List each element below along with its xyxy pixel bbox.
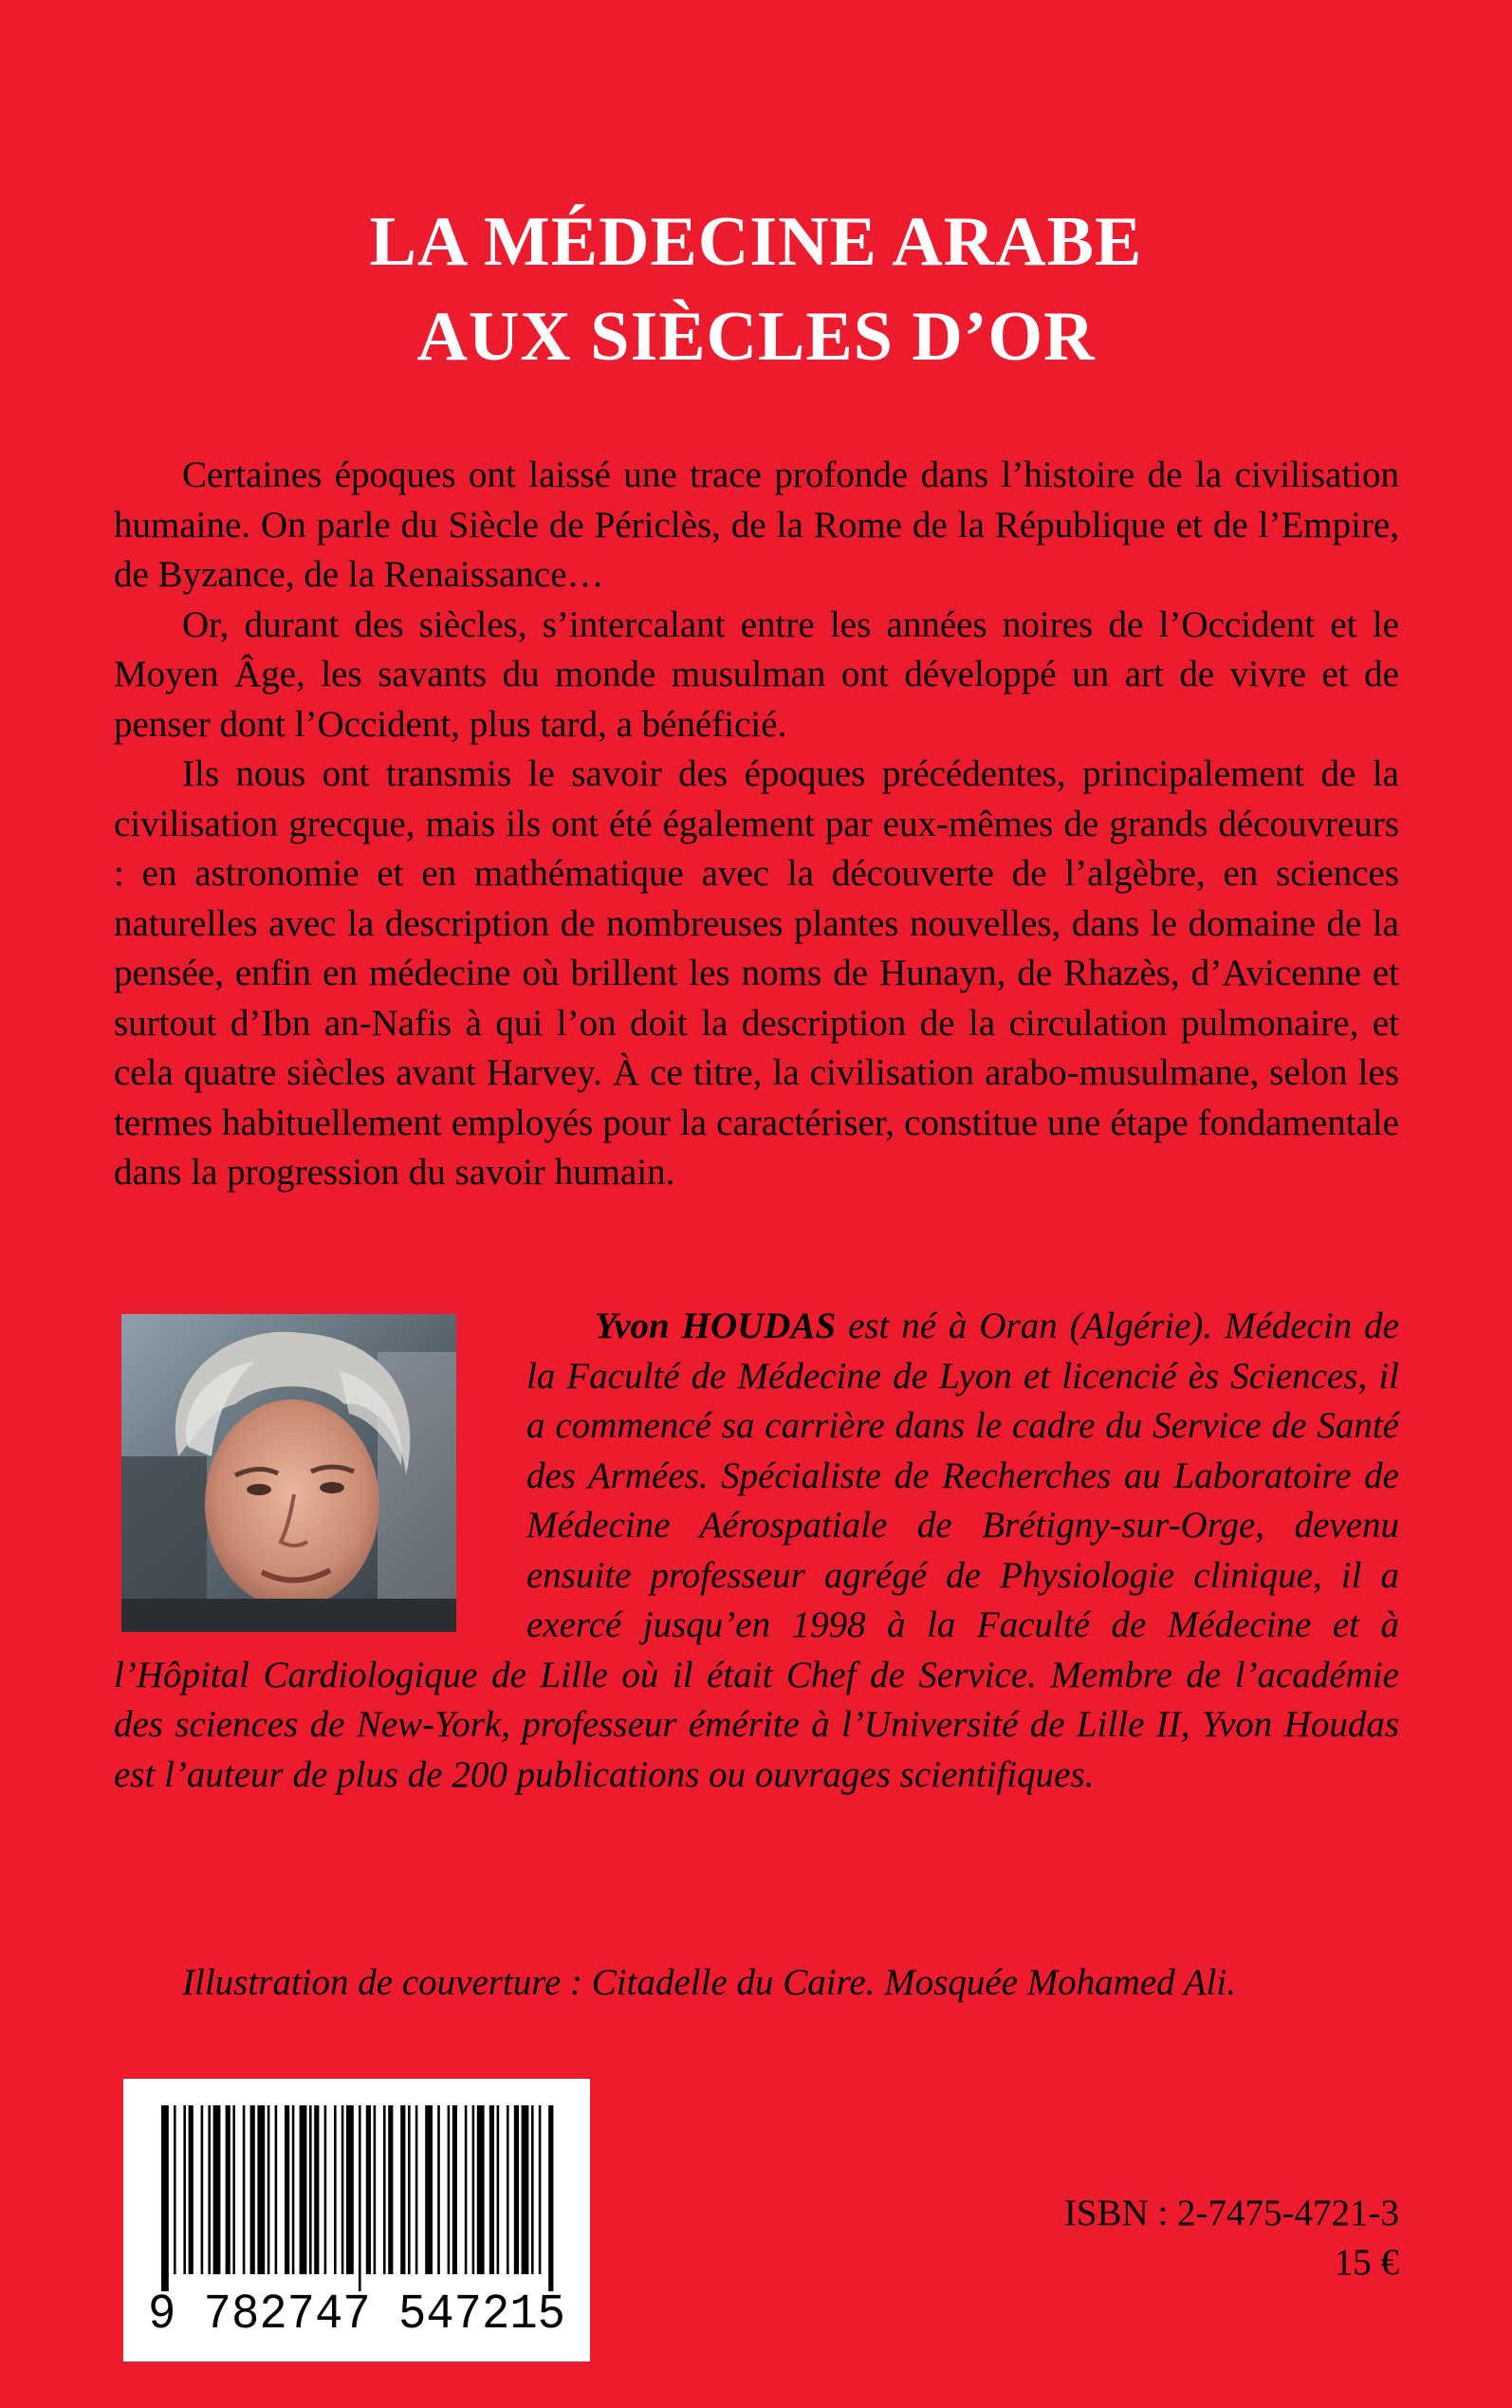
barcode-bar xyxy=(465,2105,468,2274)
barcode-bar xyxy=(309,2105,312,2274)
barcode-bar xyxy=(408,2105,411,2274)
barcode-bar xyxy=(226,2105,230,2274)
barcode-bar xyxy=(267,2105,270,2274)
barcode-bar xyxy=(472,2105,475,2274)
title-line-1: LA MÉDECINE ARABE xyxy=(369,203,1143,281)
photo-spacer xyxy=(114,1302,526,1645)
author-biography xyxy=(114,1302,1399,1800)
illustration-credit: Illustration de couverture : Citadelle du Caire. Mosquée Mohamed Ali. xyxy=(182,1962,1236,2003)
barcode-bar xyxy=(489,2105,494,2274)
barcode-bar xyxy=(452,2105,457,2274)
barcode-bar xyxy=(514,2105,519,2274)
book-title xyxy=(0,194,1512,384)
barcode-bar xyxy=(341,2105,344,2274)
barcode-bar xyxy=(531,2105,534,2274)
barcode-bar xyxy=(415,2105,418,2274)
barcode-bar xyxy=(477,2105,485,2274)
barcode-bar xyxy=(334,2105,337,2274)
barcode-bar xyxy=(174,2105,176,2274)
barcode-bar xyxy=(292,2105,295,2274)
barcode-bar xyxy=(548,2105,553,2291)
barcode-bar xyxy=(183,2105,186,2274)
barcode-bar xyxy=(507,2105,509,2274)
summary-paragraph-3: Ils nous ont transmis le savoir des époques précédentes, principalement de la civilisation grecque, mais ils ont été également par eux-mêmes de grands découvreurs : en astronomie et en mathématique avec la découverte de l’algèbre, en sciences naturelles avec la description de nombreuses plantes nouvelles, dans le domaine de la pensée, enfin en médecine où brillent les noms de Hunayn, de Rhazès, d’Avicenne et surtout d’Ibn an-Nafis à qui l’on doit la description de la circulation pulmonaire, et cela quatre siècles avant Harvey. À ce titre, la civilisation arabo-musulmane, selon les termes habituellement employés pour la caractériser, constitue une étape fondamentale dans la progression du savoir humain. xyxy=(114,753,1399,1193)
barcode-bar xyxy=(250,2105,255,2274)
barcode-bar xyxy=(213,2105,221,2274)
barcode-bar xyxy=(275,2105,278,2274)
barcode-bar xyxy=(189,2105,194,2274)
barcode-bar xyxy=(346,2105,354,2274)
barcode-bar xyxy=(425,2105,433,2274)
barcode-bar xyxy=(161,2105,169,2291)
barcode-bar xyxy=(201,2105,204,2274)
barcode-bar xyxy=(359,2105,361,2291)
author-name: Yvon HOUDAS xyxy=(595,1306,837,1346)
barcode-bar xyxy=(257,2105,265,2274)
barcode-bar xyxy=(243,2105,246,2274)
barcode-bar xyxy=(374,2105,377,2274)
barcode-bar xyxy=(448,2105,451,2274)
barcode-bar xyxy=(388,2105,393,2274)
barcode-bar xyxy=(366,2105,371,2274)
barcode-bar xyxy=(324,2105,327,2274)
barcode-bar xyxy=(383,2105,386,2274)
barcode-bar xyxy=(314,2105,319,2274)
summary-paragraph-2: Or, durant des siècles, s’intercalant entre les années noires de l’Occident et le Moyen Âge, les savants du monde musulman ont développé un art de vivre et de penser dont l’Occident, plus tard, a bénéficié. xyxy=(114,603,1399,745)
barcode-digits: 9 782747 547215 xyxy=(148,2287,565,2343)
summary-text xyxy=(114,451,1399,1198)
barcode-bar xyxy=(522,2105,529,2274)
isbn: ISBN : 2-7475-4721-3 xyxy=(1063,2193,1399,2233)
barcode-bar xyxy=(497,2105,500,2274)
barcode-bar xyxy=(539,2105,542,2274)
author-bio-text: est né à Oran (Algérie). Médecin de la Faculté de Médecine de Lyon et licencié ès Sciences, il a commencé sa carrière dans le cadre du Service de Santé des Armées. Spécialiste de Recherches au Laboratoire de Médecine Aérospatiale de Brétigny-sur-Orge, devenu ensuite professeur agrégé de Physiologie clinique, il a exercé jusqu’en 1998 à la Faculté de Médecine et à l’Hôpital Cardiologique de Lille où il était Chef de Service. Membre de l’académie des sciences de New-York, professeur émérite à l’Université de Lille II, Yvon Houdas est l’auteur de plus de 200 publications ou ouvrages scientifiques. xyxy=(114,1306,1399,1795)
barcode-bar xyxy=(285,2105,289,2274)
barcode-bar xyxy=(437,2105,440,2274)
barcode-bar xyxy=(208,2105,211,2274)
price: 15 € xyxy=(1334,2242,1399,2283)
title-line-2: AUX SIÈCLES D’OR xyxy=(416,298,1096,376)
barcode-bar xyxy=(232,2105,235,2274)
barcode-bar xyxy=(400,2105,405,2274)
barcode xyxy=(123,2079,590,2362)
summary-paragraph-1: Certaines époques ont laissé une trace profonde dans l’histoire de la civilisation humaine. On parle du Siècle de Périclès, de la Rome de la République et de l’Empire, de Byzance, de la Renaissance… xyxy=(114,454,1399,595)
barcode-bar xyxy=(300,2105,307,2274)
